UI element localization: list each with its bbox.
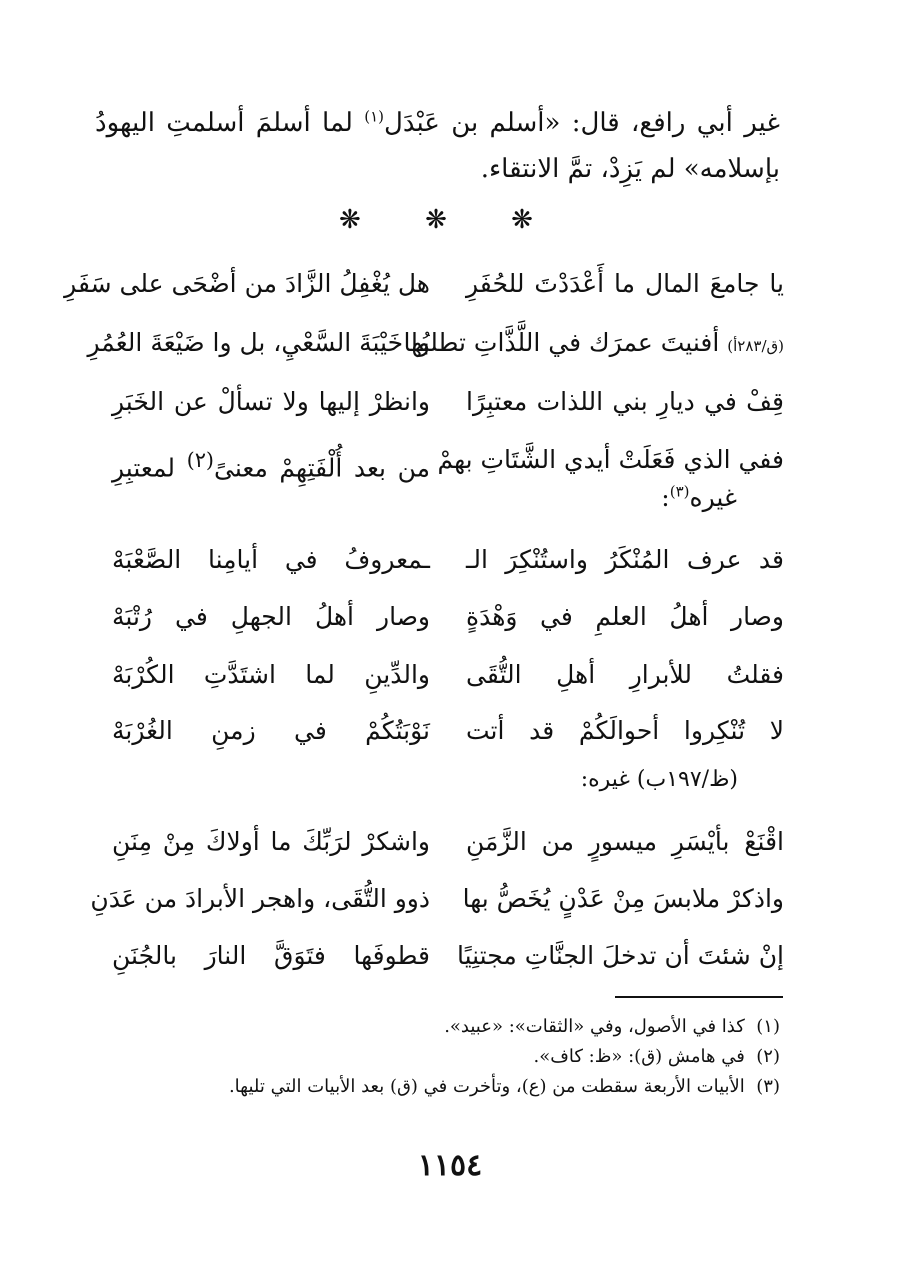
- footnote-separator-rule: [615, 996, 783, 998]
- prose-paragraph: [95, 100, 780, 192]
- second-hemistich: وصار أهلُ الجهلِ في رُتْبَهْ: [112, 602, 430, 631]
- poem-attribution-label: (ظ/١٩٧ب) غيره:: [580, 767, 738, 792]
- footnote-number: (٣): [756, 1076, 780, 1097]
- second-hemistich: والدِّينِ لما اشتَدَّتِ الكُرْبَهْ: [112, 660, 430, 689]
- footnote: [90, 1012, 780, 1042]
- footnote-number: (١): [756, 1016, 780, 1037]
- footnote-ref-2: (٢): [186, 448, 215, 472]
- first-hemistich: واذكرْ ملابسَ مِنْ عَدْنٍ يُخَصُّ بها: [462, 884, 784, 913]
- second-hemistich: ذوو التُّقَى، واهجر الأبرادَ من عَدَنِ: [90, 884, 430, 913]
- couplet: [112, 540, 784, 580]
- second-hemistich-text-a: من بعد أُلْفَتِهِمْ معنىً: [214, 453, 430, 483]
- couplet: [90, 879, 784, 919]
- footnote: [90, 1072, 780, 1102]
- attribution-colon: :: [661, 483, 670, 512]
- prose-text-part2: لما أسلمَ أسلمتِ اليهودُ بإسلامه» لم يَزِدْ، تمَّ الانتقاء.: [95, 108, 780, 184]
- first-hemistich: قِفْ في ديارِ بني اللذات معتبِرًا: [466, 387, 784, 416]
- second-hemistich: وا خَيْبَةَ السَّعْيِ، بل وا ضَيْعَةَ العُمُرِ: [87, 328, 430, 357]
- footnote-text: الأبيات الأربعة سقطت من (ع)، وتأخرت في (ق) بعد الأبيات التي تليها.: [228, 1076, 745, 1097]
- first-hemistich: ففي الذي فَعَلَتْ أيدي الشَّتَاتِ بهمْ: [437, 445, 784, 474]
- footnote: [90, 1042, 780, 1072]
- couplet: [112, 936, 784, 976]
- couplet: [112, 822, 784, 862]
- footnote-ref-3: (٣): [669, 482, 690, 501]
- first-hemistich: إنْ شئتَ أن تدخلَ الجنَّاتِ مجتنِيًا: [456, 941, 784, 970]
- second-hemistich: ـمعروفُ في أيامِنا الصَّعْبَهْ: [112, 545, 430, 574]
- second-hemistich: وانظرْ إليها ولا تسألْ عن الخَبَرِ: [112, 387, 430, 416]
- prose-text-part1: غير أبي رافع، قال: «أسلم بن عَبْدَل: [384, 108, 780, 138]
- footnote-number: (٢): [756, 1046, 780, 1067]
- first-hemistich: وصار أهلُ العلمِ في وَهْدَةٍ: [466, 602, 784, 631]
- couplet: [87, 323, 784, 363]
- couplet: [112, 711, 784, 751]
- first-hemistich: اقْنَعْ بأيْسَرِ ميسورٍ من الزَّمَنِ: [466, 827, 784, 856]
- footnote-text: في هامش (ق): «ظ: كاف».: [533, 1046, 745, 1067]
- footnotes: [90, 1012, 780, 1102]
- manuscript-folio-marker: (ق/٢٨٣أ): [727, 337, 784, 355]
- first-hemistich: قد عرف المُنْكَرُ واستُنْكِرَ الـ: [466, 545, 784, 574]
- couplet: [112, 440, 784, 483]
- second-hemistich: هل يُغْفِلُ الزَّادَ من أضْحَى على سَفَرِ: [64, 269, 430, 298]
- second-hemistich: واشكرْ لرَبِّكَ ما أولاكَ مِنْ مِنَنِ: [112, 827, 430, 856]
- couplet: [64, 264, 784, 304]
- first-hemistich: [403, 323, 784, 366]
- couplet: [112, 382, 784, 422]
- first-hemistich: فقلتُ للأبرارِ أهلِ التُّقَى: [466, 660, 784, 689]
- second-hemistich-text-b: لمعتبِرِ: [112, 453, 187, 483]
- poem-attribution-label: [661, 478, 737, 518]
- attribution-text: غيره: [689, 483, 737, 512]
- section-separator: ❋ ❋ ❋: [339, 205, 561, 235]
- page-number: ١١٥٤: [417, 1148, 483, 1183]
- couplet: [112, 655, 784, 695]
- second-hemistich: نَوْبَتُكُمْ في زمنِ الغُرْبَهْ: [112, 716, 430, 745]
- second-hemistich: قطوفَها فتَوَقَّ النارَ بالجُنَنِ: [112, 941, 430, 970]
- second-hemistich: [112, 440, 430, 488]
- couplet: [112, 597, 784, 637]
- footnote-ref-1: (١): [364, 107, 384, 126]
- first-hemistich: يا جامعَ المال ما أَعْدَدْتَ للحُفَرِ: [466, 269, 784, 298]
- first-hemistich-text: أفنيتَ عمرَك في اللَّذَّاتِ تطلبُها: [403, 328, 720, 357]
- first-hemistich: لا تُنْكِروا أحوالَكُمْ قد أتت: [466, 716, 784, 745]
- footnote-text: كذا في الأصول، وفي «الثقات»: «عبيد».: [444, 1016, 745, 1037]
